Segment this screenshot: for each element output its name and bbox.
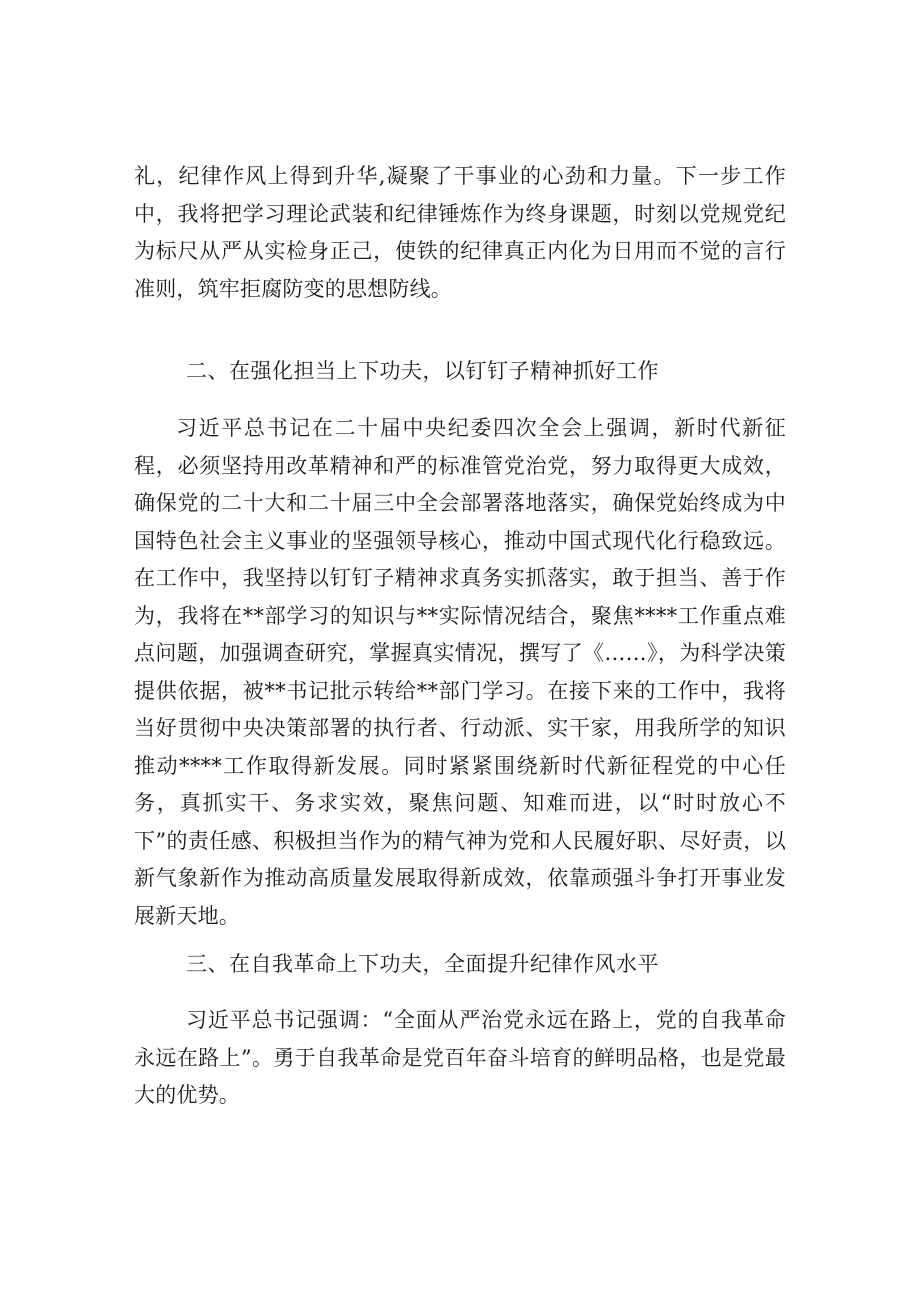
section-three-body: 习近平总书记强调：“全面从严治党永远在路上，党的自我革命永远在路上”。勇于自我革命是党百年奋斗培育的鲜明品格，也是党最大的优势。	[134, 1008, 786, 1107]
section-two-body: 习近平总书记在二十届中央纪委四次全会上强调，新时代新征程，必须坚持用改革精神和严的标准管党治党，努力取得更大成效，确保党的二十大和二十届三中全会部署落地落实，确保党始终成为中国特色社会主义事业的坚强领导核心，推动中国式现代化行稳致远。在工作中，我坚持以钉钉子精神求真务实抓落实，敢于担当、善于作为，我将在**部学习的知识与**实际情况结合，聚焦****工作重点难点问题，加强调查研究，掌握真实情况，撰写了《……》，为科学决策提供依据，被**书记批示转给**部门学习。在接下来的工作中，我将当好贯彻中央决策部署的执行者、行动派、实干家，用我所学的知识推动****工作取得新发展。同时紧紧围绕新时代新征程党的中心任务，真抓实干、务求实效，聚焦问题、知难而进，以“时时放心不下”的责任感、积极担当作为的精气神为党和人民履好职、尽好责，以新气象新作为推动高质量发展取得新成效，依靠顽强斗争打开事业发展新天地。	[134, 416, 786, 928]
section-two-heading: 二、在强化担当上下功夫，以钉钉子精神抓好工作	[186, 359, 659, 383]
paragraph-continued: 礼，纪律作风上得到升华,凝聚了干事业的心劲和力量。下一步工作中，我将把学习理论武装和纪律锤炼作为终身课题，时刻以党规党纪为标尺从严从实检身正己，使铁的纪律真正内化为日用而不觉的言行准则，筑牢拒腐防变的思想防线。	[134, 164, 786, 301]
section-three-heading: 三、在自我革命上下功夫，全面提升纪律作风水平	[186, 952, 659, 976]
